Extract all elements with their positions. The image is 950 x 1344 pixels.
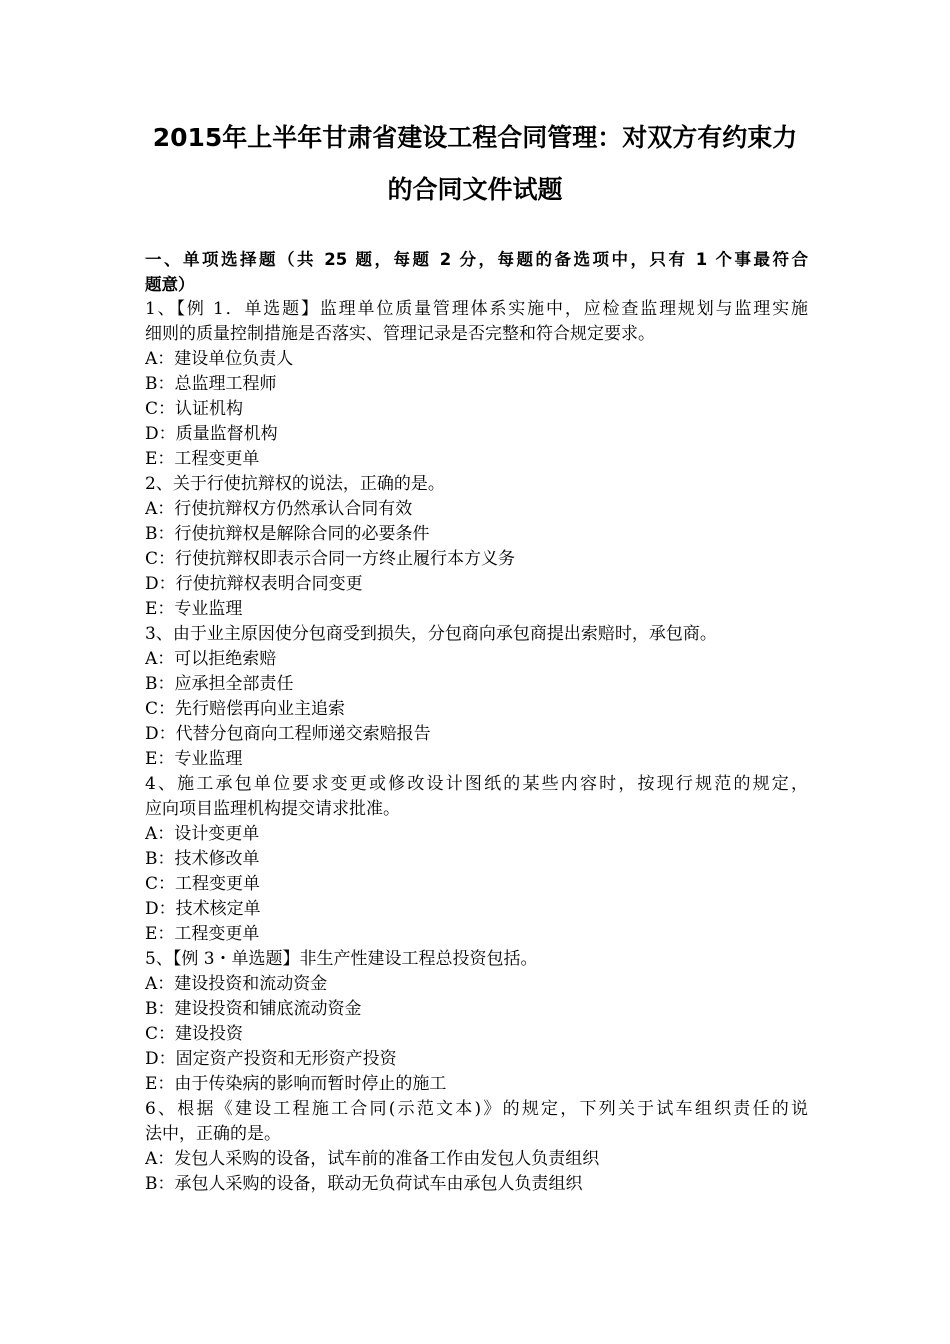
option-c: C：先行赔偿再向业主追索: [145, 699, 346, 719]
question-3: [145, 622, 808, 772]
question-stem: 2、关于行使抗辩权的说法，正确的是。: [145, 474, 445, 494]
option-e: E：由于传染病的影响而暂时停止的施工: [145, 1074, 447, 1094]
option-b: B：行使抗辩权是解除合同的必要条件: [145, 524, 430, 544]
option-d: D：质量监督机构: [145, 424, 278, 444]
question-stem: 5、【例 3・单选题】非生产性建设工程总投资包括。: [145, 949, 538, 969]
question-2: [145, 472, 808, 622]
option-c: C：建设投资: [145, 1024, 244, 1044]
option-a: A：设计变更单: [145, 824, 260, 844]
option-e: E：专业监理: [145, 749, 243, 769]
title-line-2: 的合同文件试题: [387, 175, 563, 204]
option-c: C：工程变更单: [145, 874, 261, 894]
option-b: B：建设投资和铺底流动资金: [145, 999, 362, 1019]
option-c: C：行使抗辩权即表示合同一方终止履行本方义务: [145, 549, 516, 569]
question-stem: 4、施工承包单位要求变更或修改设计图纸的某些内容时，按现行规范的规定，: [145, 774, 808, 794]
question-stem: 6、根据《建设工程施工合同(示范文本)》的规定，下列关于试车组织责任的说: [145, 1099, 808, 1119]
option-a: A：行使抗辩权方仍然承认合同有效: [145, 499, 413, 519]
option-d: D：固定资产投资和无形资产投资: [145, 1049, 397, 1069]
section-heading-line-1: 一、单项选择题（共 25 题，每题 2 分，每题的备选项中，只有 1 个事最符合: [145, 250, 808, 269]
question-stem: 1、【例 1．单选题】监理单位质量管理体系实施中，应检查监理规划与监理实施: [145, 299, 808, 319]
question-1: [145, 297, 808, 472]
option-d: D：代替分包商向工程师递交索赔报告: [145, 724, 431, 744]
option-a: A：建设投资和流动资金: [145, 974, 328, 994]
option-d: D：技术核定单: [145, 899, 261, 919]
question-4: [145, 772, 808, 947]
option-c: C：认证机构: [145, 399, 244, 419]
document-body: [145, 247, 808, 1197]
document-title: [130, 112, 820, 216]
question-stem: 细则的质量控制措施是否落实、管理记录是否完整和符合规定要求。: [145, 324, 655, 344]
option-b: B：总监理工程师: [145, 374, 277, 394]
option-b: B：应承担全部责任: [145, 674, 294, 694]
question-stem: 3、由于业主原因使分包商受到损失，分包商向承包商提出索赔时，承包商。: [145, 624, 717, 644]
title-line-1: 2015年上半年甘肃省建设工程合同管理：对双方有约束力: [152, 123, 798, 152]
option-a: A：可以拒绝索赔: [145, 649, 277, 669]
question-stem: 法中，正确的是。: [145, 1124, 281, 1144]
option-b: B：承包人采购的设备，联动无负荷试车由承包人负责组织: [145, 1174, 583, 1194]
section-heading-line-2: 题意）: [145, 275, 195, 294]
option-a: A：发包人采购的设备，试车前的准备工作由发包人负责组织: [145, 1149, 600, 1169]
question-stem: 应向项目监理机构提交请求批准。: [145, 799, 400, 819]
option-e: E：专业监理: [145, 599, 243, 619]
option-a: A：建设单位负责人: [145, 349, 294, 369]
option-e: E：工程变更单: [145, 924, 260, 944]
option-d: D：行使抗辩权表明合同变更: [145, 574, 363, 594]
question-5: [145, 947, 808, 1097]
question-6: [145, 1097, 808, 1197]
option-b: B：技术修改单: [145, 849, 260, 869]
option-e: E：工程变更单: [145, 449, 260, 469]
section-heading: [145, 247, 808, 297]
